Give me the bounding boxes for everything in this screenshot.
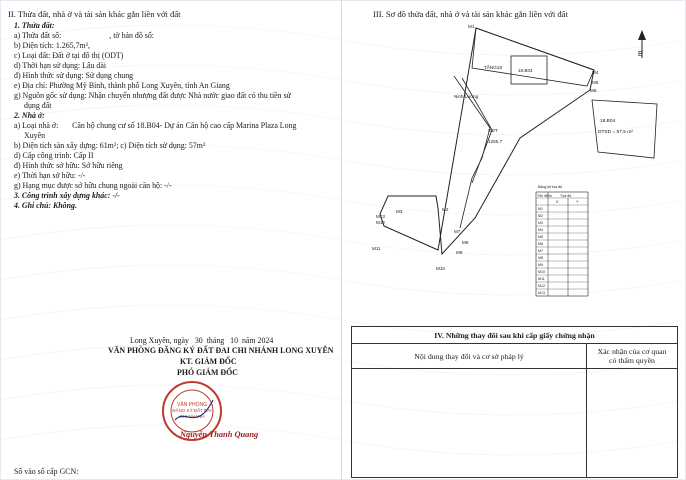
floor-label: TẦNG18	[484, 65, 502, 70]
signer-name: Nguyễn Thanh Quang	[180, 430, 259, 439]
parcel-number: a) Thửa đất số: , tờ bản đồ số:	[14, 31, 155, 40]
unit-detail-plan	[592, 100, 657, 158]
north-arrow-icon	[638, 30, 646, 58]
house-heading: 2. Nhà ở:	[14, 111, 45, 120]
svg-text:ĐĂNG KÝ ĐẤT ĐAI: ĐĂNG KÝ ĐẤT ĐAI	[172, 408, 212, 413]
svg-text:M10: M10	[538, 270, 545, 274]
svg-text:B: B	[638, 51, 643, 58]
svg-text:M7: M7	[538, 249, 543, 253]
note: 4. Ghi chú: Không.	[14, 201, 77, 210]
svg-text:CHI NHÁNH: CHI NHÁNH	[179, 414, 205, 419]
section-iii-title: III. Sơ đồ thửa đất, nhà ở và tài sản khác gắn liền với đất	[373, 9, 568, 19]
svg-text:Tọa độ: Tọa độ	[560, 194, 572, 198]
svg-text:X: X	[556, 200, 559, 204]
svg-text:M4: M4	[538, 228, 543, 232]
changes-confirm-cell	[587, 369, 678, 478]
land-address: e) Địa chỉ: Phường Mỹ Bình, thành phố Long Xuyên, tỉnh An Giang	[14, 81, 230, 90]
coordinate-table	[536, 185, 588, 296]
point-m7: M7	[454, 229, 461, 234]
kt-director: KT. GIÁM ĐỐC	[180, 357, 237, 366]
changes-col-content: Nội dung thay đổi và cơ sở pháp lý	[352, 344, 587, 369]
svg-text:Y: Y	[576, 200, 579, 204]
point-m12: M12	[376, 220, 385, 225]
land-area: b) Diện tích: 1.265,7m²,	[14, 41, 91, 50]
unit-label: 18.B04	[518, 68, 533, 73]
point-m10: M10	[436, 266, 445, 271]
house-type-line2: Xuyên	[24, 131, 46, 140]
svg-text:M2: M2	[538, 214, 543, 218]
svg-text:M8: M8	[538, 256, 543, 260]
parcel-diagram	[342, 18, 686, 308]
svg-text:M12: M12	[538, 284, 545, 288]
point-m2: M2	[442, 207, 449, 212]
lot-code: ODT	[488, 128, 498, 133]
house-term: e) Thời hạn sở hữu: -/-	[14, 171, 86, 180]
point-m1: M1	[468, 24, 475, 29]
signing-date: Long Xuyên, ngày 30 tháng 10 năm 2024	[130, 336, 274, 345]
land-form: đ) Hình thức sử dụng: Sử dụng chung	[14, 71, 134, 80]
svg-text:M6: M6	[538, 242, 543, 246]
land-origin-line2: dụng đất	[24, 101, 52, 110]
land-heading: 1. Thửa đất:	[14, 21, 55, 30]
house-common: g) Hạng mục được sở hữu chung ngoài căn hộ: -/-	[14, 181, 172, 190]
cert-book-number: Số vào sổ cấp GCN:	[14, 467, 79, 476]
changes-table	[351, 326, 678, 478]
house-type-line1: a) Loại nhà ở: Căn hộ chung cư số 18.B04- Dự án Căn hộ cao cấp Marina Plaza Long	[14, 121, 297, 130]
changes-content-cell	[352, 369, 587, 478]
issuing-office: VĂN PHÒNG ĐĂNG KÝ ĐẤT ĐAI CHI NHÁNH LONG XUYÊN	[108, 346, 334, 355]
point-m3: M3	[396, 209, 403, 214]
svg-text:DTSD = 57,5 m²: DTSD = 57,5 m²	[598, 130, 633, 135]
point-m6: M6	[590, 88, 597, 93]
point-m5: M5	[592, 80, 599, 85]
changes-col-confirm: Xác nhận của cơ quan có thẩm quyền	[587, 344, 678, 369]
house-ownership: đ) Hình thức sở hữu: Sở hữu riêng	[14, 161, 123, 170]
point-m8: M8	[462, 240, 469, 245]
point-m11: M11	[372, 246, 381, 251]
svg-text:18.B04: 18.B04	[600, 119, 616, 124]
svg-text:Tên điểm: Tên điểm	[537, 194, 552, 198]
street-label: Ninh Lương	[454, 94, 479, 99]
section-ii-title: II. Thửa đất, nhà ở và tài sản khác gắn liền với đất	[8, 9, 181, 19]
point-m4: M4	[592, 70, 599, 75]
svg-text:M3: M3	[538, 221, 543, 225]
deputy-director: PHÓ GIÁM ĐỐC	[177, 368, 238, 377]
land-origin-line1: g) Nguồn gốc sử dụng: Nhận chuyển nhượng đất được Nhà nước giao đất có thu tiền sử	[14, 91, 291, 100]
svg-text:M11: M11	[538, 277, 545, 281]
land-term: d) Thời hạn sử dụng: Lâu dài	[14, 61, 107, 70]
svg-text:M1: M1	[538, 207, 543, 211]
point-m13: M13	[376, 214, 385, 219]
svg-text:VĂN PHÒNG: VĂN PHÒNG	[176, 402, 208, 408]
parcel-outline	[380, 28, 594, 254]
svg-text:M13: M13	[538, 291, 545, 295]
other-works: 3. Công trình xây dựng khác: -/-	[14, 191, 120, 200]
land-use-type: c) Loại đất: Đất ở tại đô thị (ODT)	[14, 51, 124, 60]
floor-block	[472, 28, 594, 86]
point-m9: M9	[456, 250, 463, 255]
svg-text:M5: M5	[538, 235, 543, 239]
changes-title: IV. Những thay đổi sau khi cấp giấy chứng nhận	[352, 327, 678, 344]
house-floor-area: b) Diện tích sàn xây dựng: 61m²; c) Diện tích sử dụng: 57m²	[14, 141, 206, 150]
svg-text:Bảng kê tọa độ: Bảng kê tọa độ	[538, 185, 563, 189]
svg-text:M9: M9	[538, 263, 543, 267]
house-grade: d) Cấp công trình: Cấp II	[14, 151, 94, 160]
lot-area: 1265,7	[488, 139, 503, 144]
